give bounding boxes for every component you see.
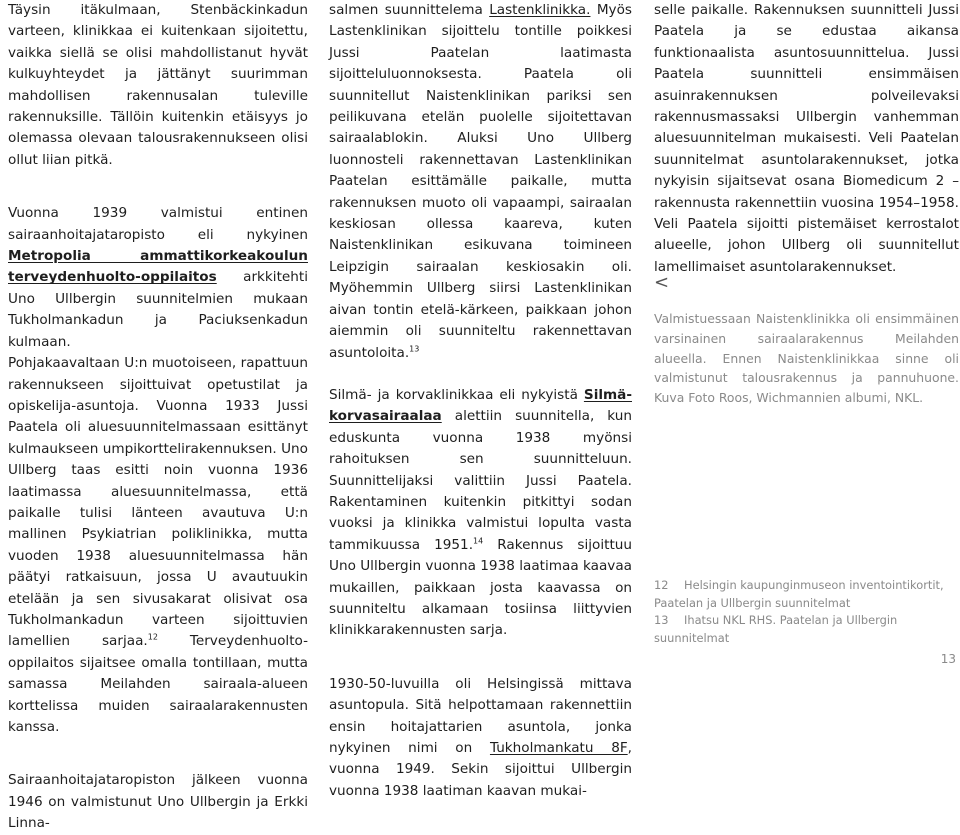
lastenklinikka-link[interactable]: Lastenklinikka. (489, 2, 591, 18)
footnotes (654, 577, 959, 647)
image-caption: Valmistuessaan Naistenklinikka oli ensimmäinen varsinainen sairaalarakennus Meilahden alueella. Ennen Naistenklinikkaa sinne oli valmistunut talousrakennus ja pannuhuone. Kuva Foto Roos, Wichmannien albumi, NKL. (654, 311, 959, 406)
tukholmankatu-link[interactable]: Tukholmankatu 8F (489, 740, 628, 756)
paragraph: selle paikalle. Rakennuksen suunnitteli Jussi Paatela ja se edustaa aikansa funktionaalista asuntosuunnittelua. Jussi Paatela suunnitteli ensimmäisen asuinrakennuksen polveilevaksi rakennusmassaksi Ullbergin vanhemman aluesuunnitelman mukaisesti. Veli Paatelan suunnitelmat asuntolarakennukset, jotka nykyisin sijaitsevat osana Biomedicum 2 – rakennusta rakennettiin vuosina 1954–1958. Veli Paatela sijoitti pistemäiset kerrostalot alueelle, johon Ullberg oli suunnitellut lamellimaiset asuntolarakennukset. (654, 2, 959, 275)
footnote-ref: 14 (473, 536, 484, 546)
text-column-3 (654, 0, 959, 278)
paragraph: 1930-50-luvuilla oli Helsingissä mittava asuntopula. Sitä helpottamaan rakennettiin ensin hoitajattarien asuntola, jonka nykyinen nimi on Tukholmankatu 8F, vuonna 1949. Sekin sijoittui Ullbergin vuonna 1938 laatiman kaavan mukai- (329, 675, 632, 799)
silma-korvasairaala-link[interactable]: Silmä-korvasairaalaa (329, 386, 632, 425)
paragraph: Täysin itäkulmaan, Stenbäckinkadun varteen, klinikkaa ei kuitenkaan sijoitettu, vaikka siellä se olisi mahdollistanut hyvät kulkuyhteydet ja jättänyt suurimman mahdollisen rakennusalan tuleville rakennuksille. Tällöin kuitenkin etäisyys jo olemassa olevaan talousrakennukseen olisi ollut liian pitkä. (8, 2, 308, 168)
paragraph: Sairaanhoitajataropiston jälkeen vuonna 1946 on valmistunut Uno Ullbergin ja Erkki Linna- (8, 772, 308, 832)
paragraph: Vuonna 1939 valmistui entinen sairaanhoitajataropisto eli nykyinen Metropolia ammattikorkeakoulun terveydenhuolto-oppilaitos arkkitehti Uno Ullbergin suunnitelmien mukaan Tukholmankadun ja Paciuksenkadun kulmaan. (8, 205, 308, 350)
paragraph: Silmä- ja korvaklinikkaa eli nykyistä Silmä-korvasairaalaa alettiin suunnitella, kun eduskunta vuonna 1938 myönsi rahoituksen sen suunnitteluun. Suunnittelijaksi valittiin Jussi Paatela. Rakentaminen kuitenkin pitkittyi sodan vuoksi ja klinikka valmistui lopulta vasta tammikuussa 1951.14 Rakennus sijoittuu Uno Ullbergin vuonna 1938 laatimaa kaavaa mukaillen, paikkaan josta kaavassa on suunniteltu alkamaan tosiinsa liittyvien klinikkarakennusten sarja. (329, 386, 633, 639)
footnote-ref: 12 (147, 632, 158, 642)
page-number: 13 (940, 652, 956, 666)
paragraph: salmen suunnittelema Lastenklinikka. Myös Lastenklinikan sijoittelu tontille poikkesi Jussi Paatelan laatimasta sijoitteluluonnoksesta. Paatela oli suunnitellut Naistenklinikan pariksi sen peilikuvana etelän puolelle sijoitettavan sairaalablokin. Aluksi Uno Ullberg luonnosteli rakennettavan Lastenklinikan Paatelan esittämälle paikalle, mutta rakennuksen muoto oli vapaampi, sairaalan keskiosan ollessa kaareva, kuten Naistenklinikan esikuvana toimineen Leipzigin sairaalan keskiosakin oli. Myöhemmin Ullberg siirsi Lastenklinikan aivan tontin etelä-kärkeen, paikkaan johon aiemmin oli suunniteltu rakennettavan asuntoloita.$^{13}$ (329, 2, 632, 361)
text-column-2 (329, 0, 632, 802)
arrow-left-icon: < (654, 272, 670, 293)
text-column-1 (8, 0, 308, 835)
footnote: 13 Ihatsu NKL RHS. Paatelan ja Ullbergin suunnitelmat (654, 613, 898, 645)
paragraph: Pohjakaavaltaan U:n muotoiseen, rapattuun rakennukseen sijoittuivat opetustilat ja opiskelija-asuntoja. Vuonna 1933 Jussi Paatela oli aluesuunnitelmassaan esittänyt kulmaukseen umpikorttelirakennuksen. Uno Ullberg taas esitti noin vuonna 1936 laatimassa aluesuunnitelmassa, että paikalle tulisi länteen avautuva U:n mallinen Psykiatrian poliklinikka, mutta vuoden 1938 aluesuunnitelmassa hän päätyi ratkaisuun, jossa U avautuukin etelään ja sen sivusakarat olisivat osa Tukholmankadun varteen sijoittuvien lamellien sarjaa.$^{12}$ Terveydenhuolto-oppilaitos sijaitsee omalla tontillaan, mutta samassa Meilahden sairaala-alueen korttelissa muiden sairaalarakennusten kanssa. (8, 355, 308, 735)
footnote: 12 Helsingin kaupunginmuseon inventointikortit, Paatelan ja Ullbergin suunnitelmat (654, 578, 944, 610)
metropolia-link[interactable]: Metropolia ammattikorkeakoulun terveydenhuolto-oppilaitos (8, 248, 308, 286)
footnote-ref: 13 (409, 343, 420, 353)
